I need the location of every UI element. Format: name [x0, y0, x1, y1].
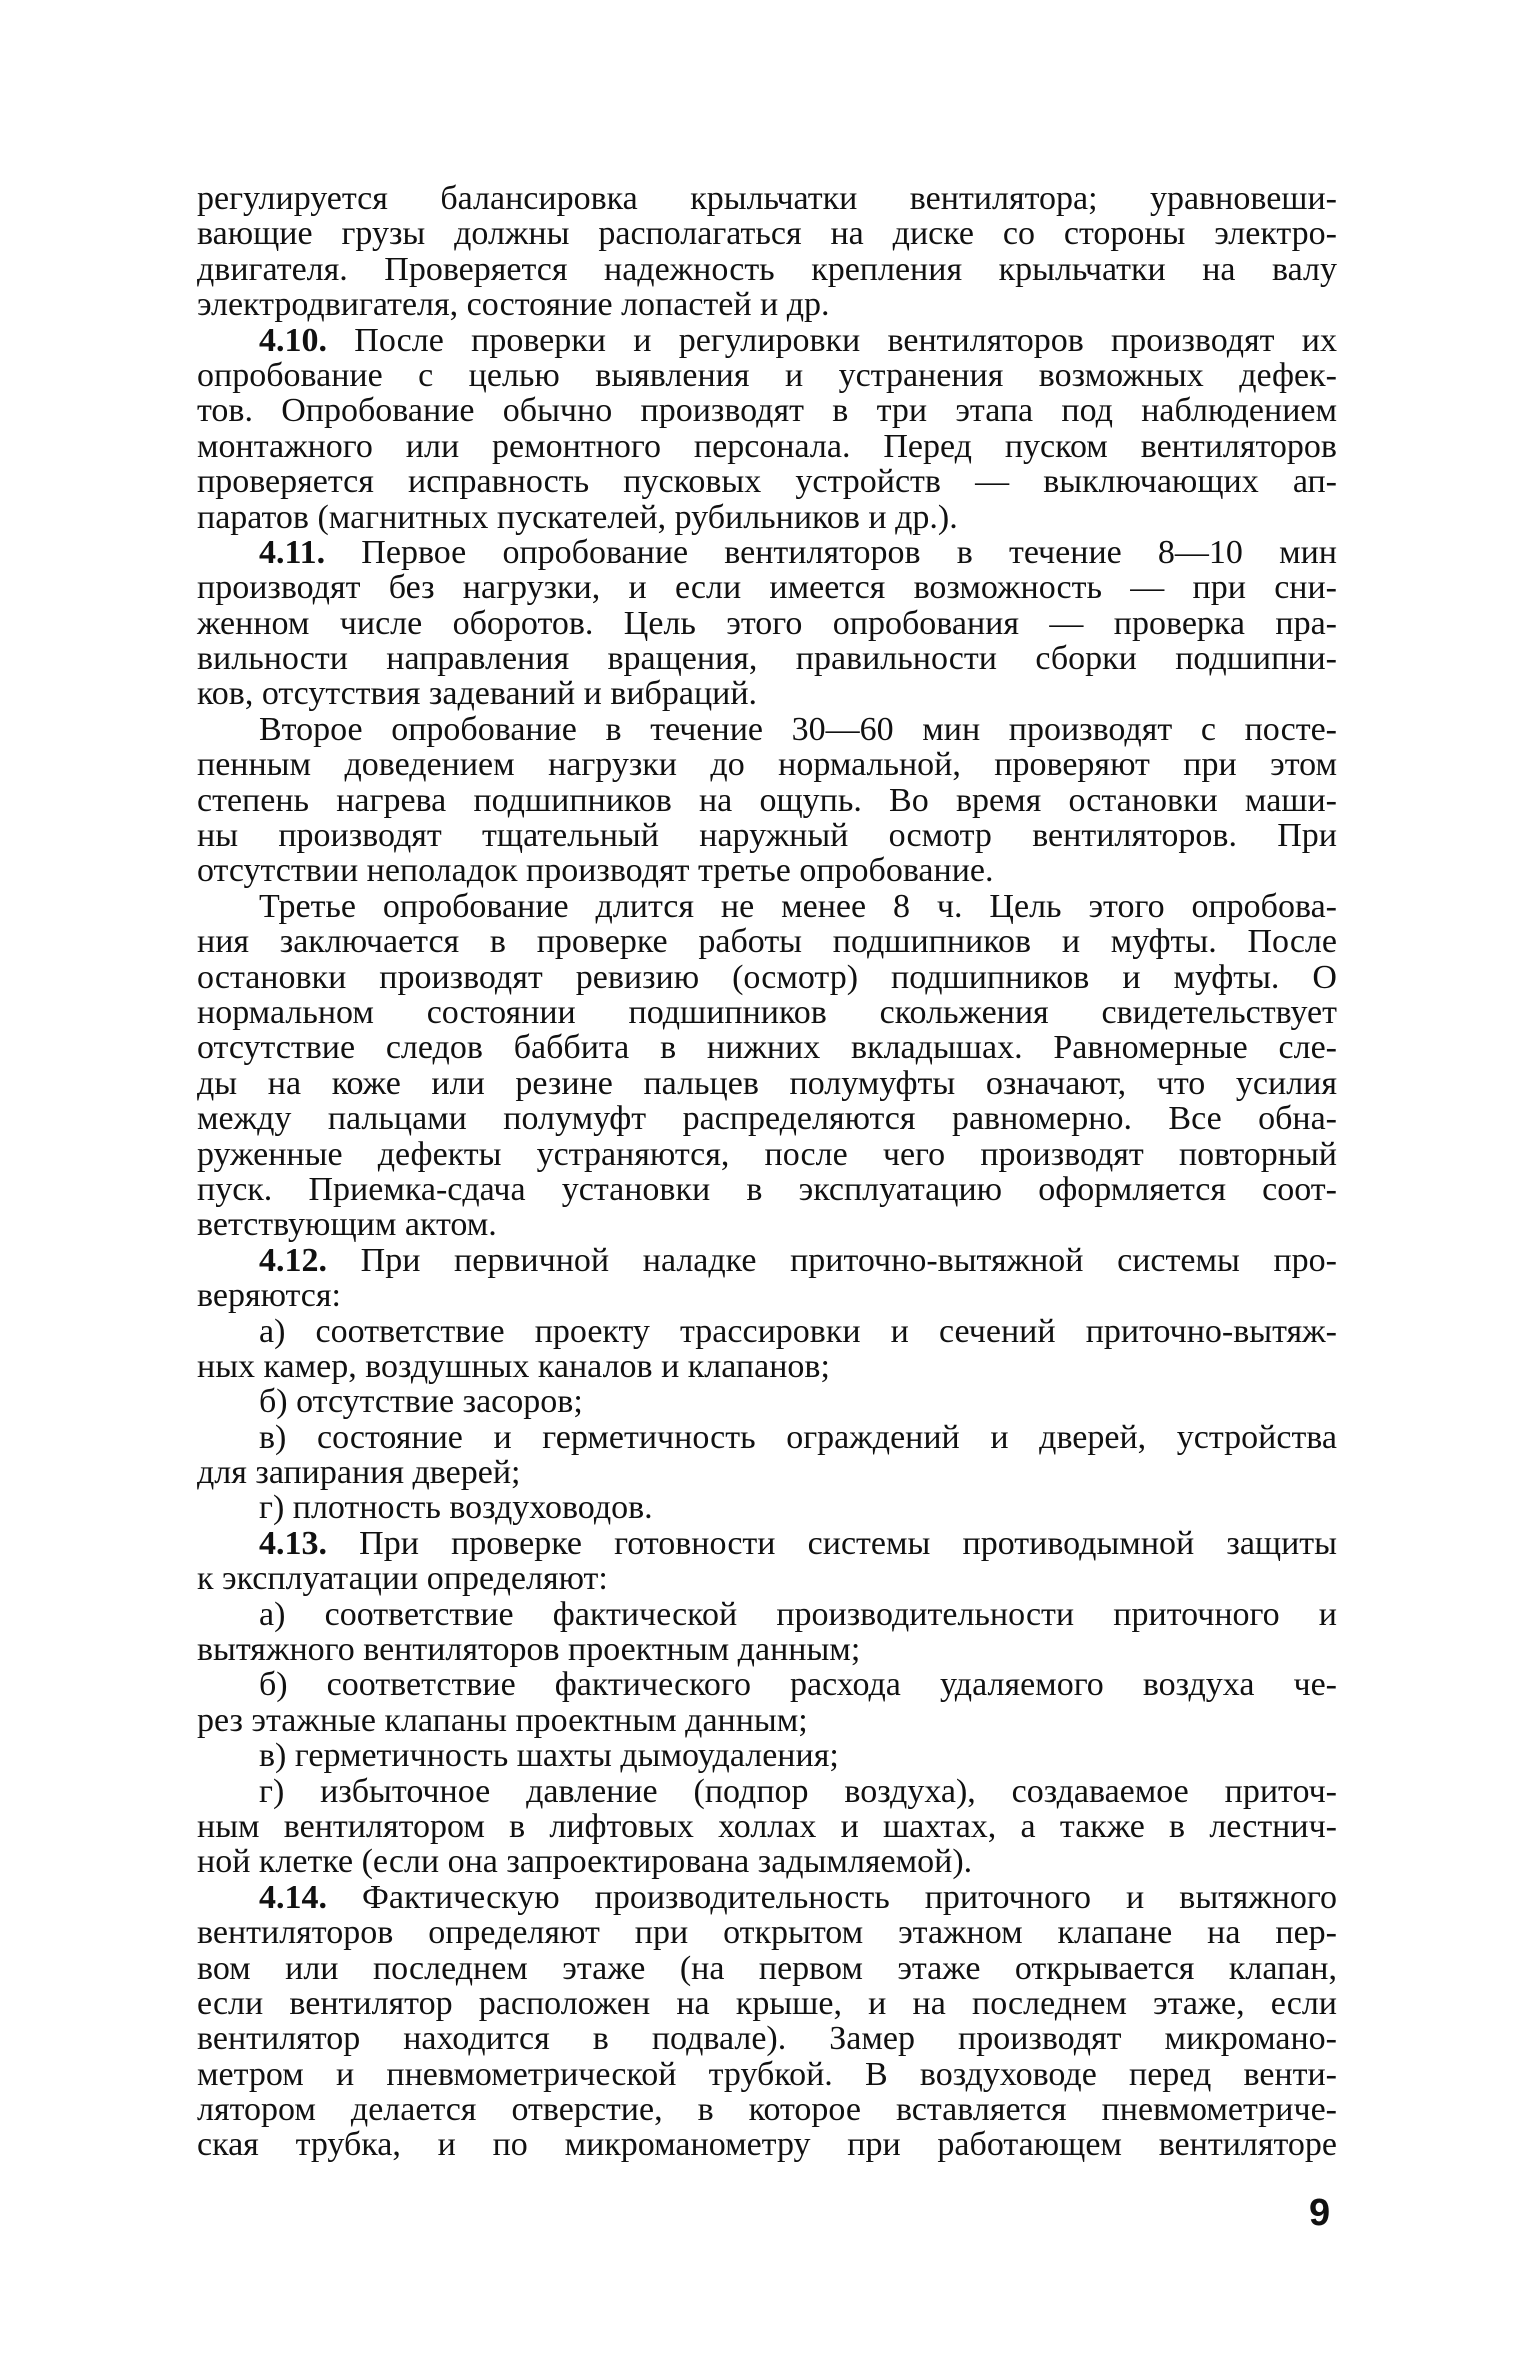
line-text: веряются: [197, 1277, 341, 1315]
line-text: отсутствии неполадок производят третье опробование. [197, 852, 994, 890]
text-line [197, 1349, 1337, 1384]
line-text: пенным доведением нагрузки до нормальной, проверяют при этом [197, 746, 1337, 784]
section-number: 4.12. [259, 1241, 327, 1279]
line-text: нормальном состоянии подшипников скольжения свидетельствует [197, 993, 1337, 1031]
text-line [197, 1774, 1337, 1809]
text-line [197, 1703, 1337, 1738]
line-text: ния заключается в проверке работы подшипников и муфты. После [197, 923, 1337, 961]
line-text: вытяжного вентиляторов проектным данным; [197, 1631, 861, 1669]
line-text: лятором делается отверстие, в которое вставляется пневмометриче- [197, 2091, 1337, 2129]
text-line [197, 783, 1337, 818]
text-line [197, 216, 1337, 251]
text-line [197, 960, 1337, 995]
line-text: остановки производят ревизию (осмотр) подшипников и муфты. О [197, 958, 1337, 996]
section-heading-line [197, 535, 1337, 570]
text-line [197, 2021, 1337, 2056]
line-text: ветствующим актом. [197, 1206, 497, 1244]
line-text: б) соответствие фактического расхода удаляемого воздуха че- [259, 1666, 1337, 1704]
text-line [197, 1632, 1337, 1667]
section-number: 4.13. [259, 1524, 327, 1562]
line-text: Третье опробование длится не менее 8 ч. Цель этого опробова- [259, 887, 1337, 925]
section-heading-line [197, 1243, 1337, 1278]
text-line [197, 1420, 1337, 1455]
line-text: рез этажные клапаны проектным данным; [197, 1701, 808, 1739]
text-line [197, 181, 1337, 216]
line-text: вом или последнем этаже (на первом этаже открывается клапан, [197, 1949, 1337, 1987]
line-text: вентилятор находится в подвале). Замер производят микромано- [197, 2020, 1337, 2058]
section-heading-line [197, 1880, 1337, 1915]
text-line [197, 853, 1337, 888]
text-line [197, 889, 1337, 924]
text-line [197, 1137, 1337, 1172]
text-line [197, 2057, 1337, 2092]
line-text: После проверки и регулировки вентиляторов производят их [327, 321, 1337, 359]
line-text: опробование с целью выявления и устранения возможных дефек- [197, 356, 1337, 394]
line-text: руженные дефекты устраняются, после чего производят повторный [197, 1135, 1337, 1173]
text-line [197, 641, 1337, 676]
text-line [197, 2127, 1337, 2162]
line-text: пуск. Приемка-сдача установки в эксплуатацию оформляется соот- [197, 1170, 1337, 1208]
line-text: метром и пневмометрической трубкой. В воздуховоде перед венти- [197, 2055, 1337, 2093]
line-text: двигателя. Проверяется надежность крепления крыльчатки на валу [197, 250, 1337, 288]
line-text: При первичной наладке приточно-вытяжной системы про- [327, 1241, 1337, 1279]
line-text: регулируется балансировка крыльчатки вентилятора; уравновеши- [197, 180, 1337, 217]
text-line [197, 1915, 1337, 1950]
section-number: 4.10. [259, 321, 327, 359]
line-text: к эксплуатации определяют: [197, 1560, 608, 1598]
text-line [197, 1951, 1337, 1986]
text-line [197, 1278, 1337, 1313]
line-text: вентиляторов определяют при открытом этажном клапане на пер- [197, 1914, 1337, 1952]
text-line [197, 1455, 1337, 1490]
page-body-text [197, 181, 1337, 2163]
page-number: 9 [1309, 2192, 1331, 2234]
line-text: тов. Опробование обычно производят в три этапа под наблюдением [197, 392, 1337, 430]
line-text: для запирания дверей; [197, 1454, 521, 1492]
text-line [197, 1207, 1337, 1242]
text-line [197, 1384, 1337, 1419]
line-text: проверяется исправность пусковых устройств — выключающих ап- [197, 463, 1337, 501]
line-text: монтажного или ремонтного персонала. Перед пуском вентиляторов [197, 427, 1337, 465]
text-line [197, 287, 1337, 322]
line-text: Второе опробование в течение 30—60 мин производят с посте- [259, 710, 1337, 748]
text-line [197, 1066, 1337, 1101]
section-number: 4.14. [259, 1878, 327, 1916]
line-text: женном числе оборотов. Цель этого опробования — проверка пра- [197, 604, 1337, 642]
text-line [197, 1314, 1337, 1349]
text-line [197, 1844, 1337, 1879]
text-line [197, 676, 1337, 711]
text-line [197, 464, 1337, 499]
text-line [197, 358, 1337, 393]
text-line [197, 995, 1337, 1030]
text-line [197, 818, 1337, 853]
line-text: вающие грузы должны располагаться на диске со стороны электро- [197, 215, 1337, 253]
line-text: паратов (магнитных пускателей, рубильников и др.). [197, 498, 958, 536]
text-line [197, 712, 1337, 747]
text-line [197, 1030, 1337, 1065]
text-line [197, 500, 1337, 535]
line-text: если вентилятор расположен на крыше, и на последнем этаже, если [197, 1984, 1337, 2022]
line-text: б) отсутствие засоров; [259, 1383, 583, 1421]
text-line [197, 1101, 1337, 1136]
line-text: степень нагрева подшипников на ощупь. Во время остановки маши- [197, 781, 1337, 819]
line-text: ны производят тщательный наружный осмотр вентиляторов. При [197, 817, 1337, 855]
line-text: в) герметичность шахты дымоудаления; [259, 1737, 839, 1775]
line-text: а) соответствие фактической производительности приточного и [259, 1595, 1337, 1633]
text-line [197, 1490, 1337, 1525]
text-line [197, 1561, 1337, 1596]
line-text: При проверке готовности системы противодымной защиты [327, 1524, 1337, 1562]
text-line [197, 924, 1337, 959]
text-line [197, 1738, 1337, 1773]
line-text: производят без нагрузки, и если имеется возможность — при сни- [197, 569, 1337, 607]
text-line [197, 570, 1337, 605]
text-line [197, 393, 1337, 428]
text-line [197, 429, 1337, 464]
text-line [197, 1667, 1337, 1702]
text-line [197, 747, 1337, 782]
line-text: отсутствие следов баббита в нижних вкладышах. Равномерные сле- [197, 1029, 1337, 1067]
line-text: ным вентилятором в лифтовых холлах и шахтах, а также в лестнич- [197, 1807, 1337, 1845]
line-text: электродвигателя, состояние лопастей и др. [197, 286, 830, 324]
text-line [197, 252, 1337, 287]
line-text: ская трубка, и по микроманометру при работающем вентиляторе [197, 2126, 1337, 2164]
section-heading-line [197, 323, 1337, 358]
text-line [197, 2092, 1337, 2127]
line-text: ков, отсутствия задеваний и вибраций. [197, 675, 758, 713]
text-line [197, 1597, 1337, 1632]
line-text: в) состояние и герметичность ограждений и дверей, устройства [259, 1418, 1337, 1456]
line-text: между пальцами полумуфт распределяются равномерно. Все обна- [197, 1100, 1337, 1138]
line-text: Первое опробование вентиляторов в течение 8—10 мин [325, 533, 1337, 571]
text-line [197, 1986, 1337, 2021]
text-line [197, 606, 1337, 641]
line-text: г) избыточное давление (подпор воздуха), создаваемое приточ- [259, 1772, 1337, 1810]
text-line [197, 1809, 1337, 1844]
section-heading-line [197, 1526, 1337, 1561]
line-text: г) плотность воздуховодов. [259, 1489, 653, 1527]
line-text: Фактическую производительность приточного и вытяжного [327, 1878, 1337, 1916]
line-text: а) соответствие проекту трассировки и сечений приточно-вытяж- [259, 1312, 1337, 1350]
line-text: вильности направления вращения, правильности сборки подшипни- [197, 640, 1337, 678]
line-text: ных камер, воздушных каналов и клапанов; [197, 1347, 830, 1385]
line-text: ды на коже или резине пальцев полумуфты означают, что усилия [197, 1064, 1337, 1102]
section-number: 4.11. [259, 533, 326, 571]
line-text: ной клетке (если она запроектирована задымляемой). [197, 1843, 973, 1881]
text-line [197, 1172, 1337, 1207]
